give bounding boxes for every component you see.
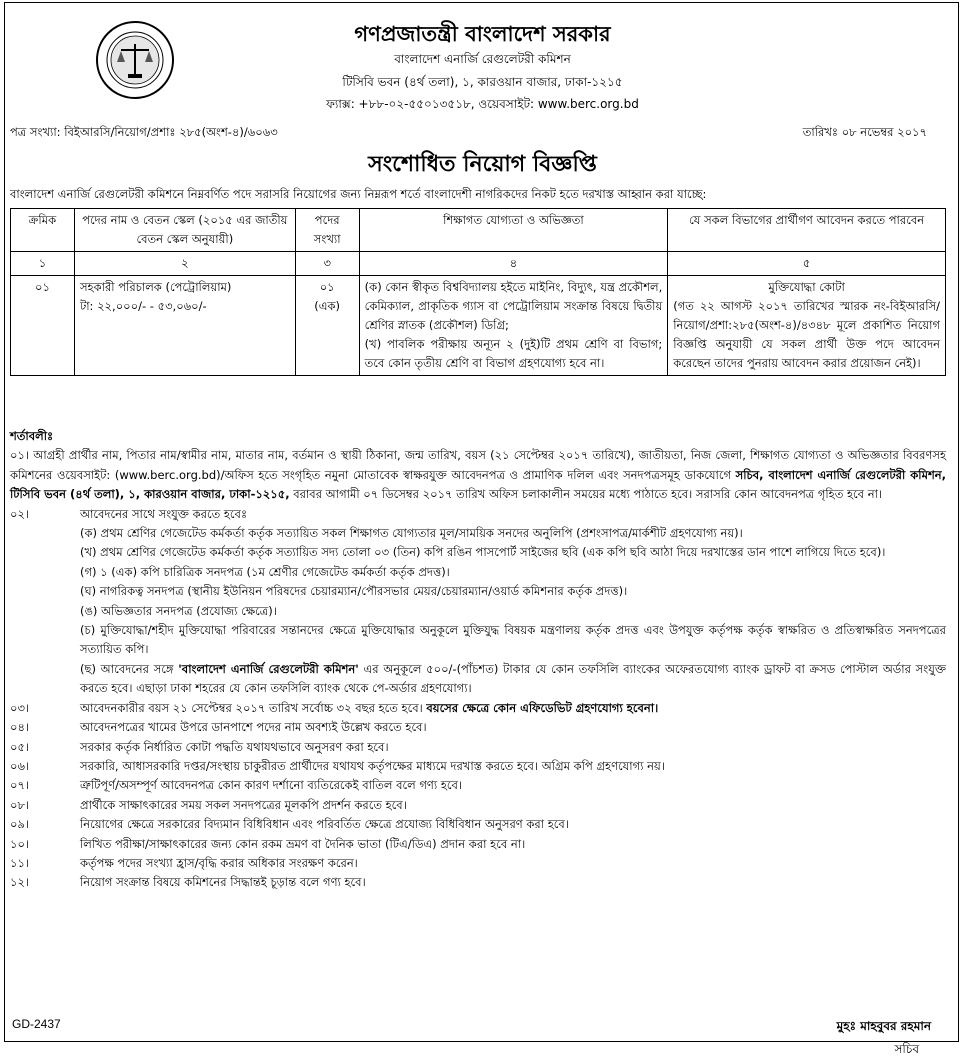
list-item	[10, 718, 946, 737]
signatory-designation: সচিব	[894, 1042, 919, 1056]
condition-text: কর্তৃপক্ষ পদের সংখ্যা হ্রাস/বৃদ্ধি করার অধিকার সংরক্ষণ করেন।	[80, 855, 358, 870]
intro-text: বাংলাদেশ এনার্জি রেগুলেটরী কমিশনে নিম্নবর্ণিত পদে সরাসরি নিয়োগের জন্য নিম্নরূপ শর্তে বাংলাদেশী নাগরিকদের নিকট হতে দরখাস্ত আহ্বান করা যাচ্ছে:	[10, 187, 707, 201]
attachment-text: (ছ) আবেদনের সঙ্গে	[80, 661, 174, 676]
condition-body	[80, 699, 946, 718]
header-count: পদের সংখ্যা	[295, 209, 359, 252]
condition-address-bold: সচিব, বাংলাদেশ এনার্জি রেগুলেটরী কমিশন, টিসিবি ভবন (৪র্থ তলা), ১, কারওয়ান বাজার, ঢাকা-১২১৫,	[10, 467, 946, 502]
list-item	[10, 854, 946, 873]
condition-number: ০২।	[10, 506, 30, 521]
qualification-b: (খ) পাবলিক পরীক্ষায় অন্যূন ২ (দুই)টি প্রথম শ্রেণি বা বিভাগ; তবে কোন তৃতীয় শ্রেণি বা বিভাগ গ্রহণযোগ্য হবে না।	[364, 337, 663, 370]
condition-text: ত্রুটিপূর্ণ/অসম্পূর্ণ আবেদনপত্র কোন কারণ দর্শানো ব্যতিরেকেই বাতিল বলে গণ্য হবে।	[80, 778, 463, 793]
condition-text: আবেদনের সাথে সংযুক্ত করতে হবেঃ	[80, 506, 248, 521]
government-title: গণপ্রজাতন্ত্রী বাংলাদেশ সরকার	[354, 22, 611, 46]
condition-text: আবেদনপত্রের খামের উপরে ডানপাশে পদের নাম অবশ্যই উল্লেখ করতে হবে।	[80, 720, 427, 735]
attachment-item: (ঘ) নাগরিকত্ব সনদপত্র (স্থানীয় ইউনিয়ন পরিষদের চেয়ারম্যান/পৌরসভার মেয়র/চেয়ারম্যান/ওয়ার্ড কমিশনার কর্তৃক প্রদত্ত)।	[80, 584, 628, 599]
table-number-row	[11, 252, 946, 276]
list-item	[10, 796, 946, 815]
condition-number: ০৬।	[10, 758, 30, 773]
header-qualification: শিক্ষাগত যোগ্যতা ও অভিজ্ঞতা	[359, 209, 668, 252]
attachment-text: এর অনুকূলে ৫০০/-(পাঁচশত) টাকার যে কোন তফসিলি ব্যাংকের অফেরতযোগ্য ব্যাংক ড্রাফট বা ক্রসড পোস্টাল অর্ডার সংযুক্ত করতে হবে। এছাড়া ঢাকা শহরের যে কোন তফসিলি ব্যাংক থেকে পে-অর্ডার গ্রহণযোগ্য।	[80, 661, 946, 696]
vacancy-table	[10, 208, 946, 376]
row-post-cell	[74, 276, 295, 376]
list-item	[10, 835, 946, 854]
table-header-row	[11, 209, 946, 252]
condition-bold: বয়সের ক্ষেত্রে কোন এফিডেভিট গ্রহণযোগ্য হবেনা।	[426, 700, 659, 715]
post-count: ০১	[319, 280, 335, 294]
qualification-a: (ক) কোন স্বীকৃত বিশ্ববিদ্যালয় হইতে মাইনিং, বিদ্যুৎ, যন্ত্র প্রকৌশল, কেমিক্যাল, প্রাকৃতিক গ্যাস বা পেট্রোলিয়াম সংক্রান্ত বিষয়ে দ্বিতীয় শ্রেণির স্নাতক (প্রকৌশল) ডিগ্রি;	[364, 280, 663, 332]
condition-text: আগ্রহী প্রার্থীর নাম, পিতার নাম/স্বামীর নাম, মাতার নাম, বর্তমান ও স্থায়ী ঠিকানা, জন্ম তারিখ, বয়স (২১ সেপ্টেম্বর ২০১৭ তারিখে), জাতীয়তা, নিজ জেলা, শিক্ষাগত যোগ্যতা ও অভিজ্ঞতার বিবরণসহ কমিশনের ওয়েবসাইট: (www.berc.org.bd)/অফিস হতে সংগৃহিত নমুনা মোতাবেক স্বাক্ষরযুক্ত আবেদনপত্র ও প্রামাণিক দলিল এবং সনদপত্রসমূহ ডাকযোগে	[10, 448, 946, 482]
commission-address: টিসিবি ভবন (৪র্থ তলা), ১, কারওয়ান বাজার, ঢাকা-১২১৫	[342, 75, 623, 89]
list-item	[10, 757, 946, 776]
condition-text: নিয়োগের ক্ষেত্রে সরকারের বিদ্যমান বিধিবিধান এবং পরিবর্তিত ক্ষেত্রে প্রযোজ্য বিধিবিধান অনুসরণ করা হবে।	[80, 817, 569, 832]
condition-number: ১১।	[10, 855, 30, 870]
condition-number: ০১।	[10, 448, 30, 463]
conditions-section	[10, 427, 946, 893]
notice-date: তারিখঃ ০৮ নভেম্বর ২০১৭	[802, 125, 927, 139]
post-count-words: (এক)	[314, 299, 341, 313]
condition-text: সরকার কর্তৃক নির্ধারিত কোটা পদ্ধতি যথাযথভাবে অনুসরণ করা হবে।	[80, 739, 389, 754]
notice-title: সংশোধিত নিয়োগ বিজ্ঞপ্তি	[368, 152, 597, 177]
list-item	[10, 815, 946, 834]
condition-text: লিখিত পরীক্ষা/সাক্ষাৎকারের জন্য কোন রকম ভ্রমণ বা দৈনিক ভাতা (টিএ/ডিএ) প্রদান করা হবে না।	[80, 836, 526, 851]
condition-3	[10, 699, 946, 718]
attachment-item: (গ) ১ (এক) কপি চারিত্রিক সনদপত্র (১ম শ্রেণীর গেজেটেড কর্মকর্তা কর্তৃক প্রদত্ত)।	[80, 564, 450, 579]
attachment-item: (চ) মুক্তিযোদ্ধা/শহীদ মুক্তিযোদ্ধা পরিবারের সন্তানদের ক্ষেত্রে মুক্তিযোদ্ধার অনুকূলে মুক্তিযুদ্ধ বিষয়ক মন্ত্রণালয় কর্তৃক প্রদত্ত এবং উপযুক্ত কর্তৃপক্ষ কর্তৃক স্বাক্ষরিত ও প্রতিস্বাক্ষরিত সনদপত্রের সত্যায়িত কপি।	[80, 623, 946, 657]
memo-number: পত্র সংখ্যা: বিইআরসি/নিয়োগ/প্রশাঃ ২৮৫(অংশ-৪)/৬০৬৩	[10, 125, 278, 139]
condition-number: ০৫।	[10, 739, 30, 754]
conditions-label: শর্তাবলীঃ	[10, 429, 54, 443]
commission-name: বাংলাদেশ এনার্জি রেগুলেটরী কমিশন	[394, 52, 571, 66]
col-number: ২	[74, 252, 295, 276]
attachment-item: (ঙ) অভিজ্ঞতার সনদপত্র (প্রযোজ্য ক্ষেত্রে)।	[80, 603, 277, 618]
condition-number: ০৪।	[10, 720, 30, 735]
row-eligible-cell	[668, 276, 946, 376]
condition-text: সরকারি, আধাসরকারি দপ্তর/সংস্থায় চাকুরীরত প্রার্থীদের যথাযথ কর্তৃপক্ষের মাধ্যমে দরখাস্ত করতে হবে। অগ্রিম কপি গ্রহণযোগ্য নয়।	[80, 758, 665, 773]
condition-list	[10, 718, 946, 893]
gd-code: GD-2437	[12, 1017, 61, 1031]
condition-number: ১০।	[10, 836, 30, 851]
condition-text: নিয়োগ সংক্রান্ত বিষয়ে কমিশনের সিদ্ধান্তই চূড়ান্ত বলে গণ্য হবে।	[80, 875, 366, 890]
header-eligible: যে সকল বিভাগের প্রার্থীগণ আবেদন করতে পারবেন	[668, 209, 946, 252]
header-post: পদের নাম ও বেতন স্কেল (২০১৫ এর জাতীয় বেতন স্কেল অনুযায়ী)	[74, 209, 295, 252]
condition-number: ০৩।	[10, 700, 30, 715]
condition-1	[10, 446, 946, 504]
row-qualification-cell	[359, 276, 668, 376]
condition-number: ০৯।	[10, 817, 30, 832]
list-item	[10, 776, 946, 795]
post-name: সহকারী পরিচালক (পেট্রোলিয়াম)	[79, 280, 232, 294]
quota-title: মুক্তিযোদ্ধা কোটা	[768, 280, 845, 294]
pay-scale: টা: ২২,০০০/- - ৫৩,০৬০/-	[79, 299, 207, 313]
header-serial: ক্রমিক	[11, 209, 75, 252]
condition-number: ১২।	[10, 875, 30, 890]
condition-number: ০৮।	[10, 797, 30, 812]
condition-text-tail: বরাবর আগামী ০৭ ডিসেম্বর ২০১৭ তারিখ অফিস চলাকালীন সময়ের মধ্যে পাঠাতে হবে। সরাসরি কোন আবেদনপত্র গৃহিত হবে না।	[293, 487, 883, 502]
row-serial: ০১	[11, 276, 75, 376]
condition-text: প্রার্থীকে সাক্ষাৎকারের সময় সকল সনদপত্রের মূলকপি প্রদর্শন করতে হবে।	[80, 797, 407, 812]
attachment-item: (খ) প্রথম শ্রেণির গেজেটেড কর্মকর্তা কর্তৃক সত্যায়িত সদ্য তোলা ০৩ (তিন) কপি রঙিন পাসপোর্ট সাইজের ছবি (এক কপি ছবি আঠা দিয়ে দরখাস্তের ডান পাশে লাগিয়ে দিতে হবে)।	[80, 545, 886, 560]
attachment-item-g	[10, 660, 946, 699]
contact-line: ফ্যাক্স: +৮৮-০২-৫৫০১৩৫১৮, ওয়েবসাইট: www.berc.org.bd	[326, 97, 639, 111]
list-item	[10, 873, 946, 892]
row-count-cell	[295, 276, 359, 376]
table-row	[11, 276, 946, 376]
condition-number: ০৭।	[10, 778, 30, 793]
signatory-name: মুহঃ মাহবুবর রহমান	[836, 1019, 931, 1033]
col-number: ১	[11, 252, 75, 276]
list-item	[10, 738, 946, 757]
quota-text: (গত ২২ আগস্ট ২০১৭ তারিখের স্মারক নং-বিইআরসি/নিয়োগ/প্রশা:২৮৫(অংশ-৪)/৪৩৪৮ মূলে প্রকাশিত নিয়োগ বিজ্ঞপ্তি অনুযায়ী যে সকল প্রার্থী উক্ত পদে আবেদন করেছেন তাদের পুনরায় আবেদন করার প্রয়োজন নেই)।	[673, 299, 940, 370]
attachment-item: (ক) প্রথম শ্রেণির গেজেটেড কর্মকর্তা কর্তৃক সত্যায়িত সকল শিক্ষাগত যোগ্যতার মূল/সাময়িক সনদের অনুলিপি (প্রশংসাপত্র/মার্কশীট গ্রহণযোগ্য নয়)।	[80, 526, 743, 541]
col-number: ৫	[668, 252, 946, 276]
condition-2	[10, 505, 946, 524]
condition-text: আবেদনকারীর বয়স ২১ সেপ্টেম্বর ২০১৭ তারিখ সর্বোচ্চ ৩২ বছর হতে হবে।	[80, 700, 423, 715]
attachment-payee-bold: 'বাংলাদেশ এনার্জি রেগুলেটরী কমিশন'	[178, 661, 359, 676]
col-number: ৩	[295, 252, 359, 276]
col-number: ৪	[359, 252, 668, 276]
